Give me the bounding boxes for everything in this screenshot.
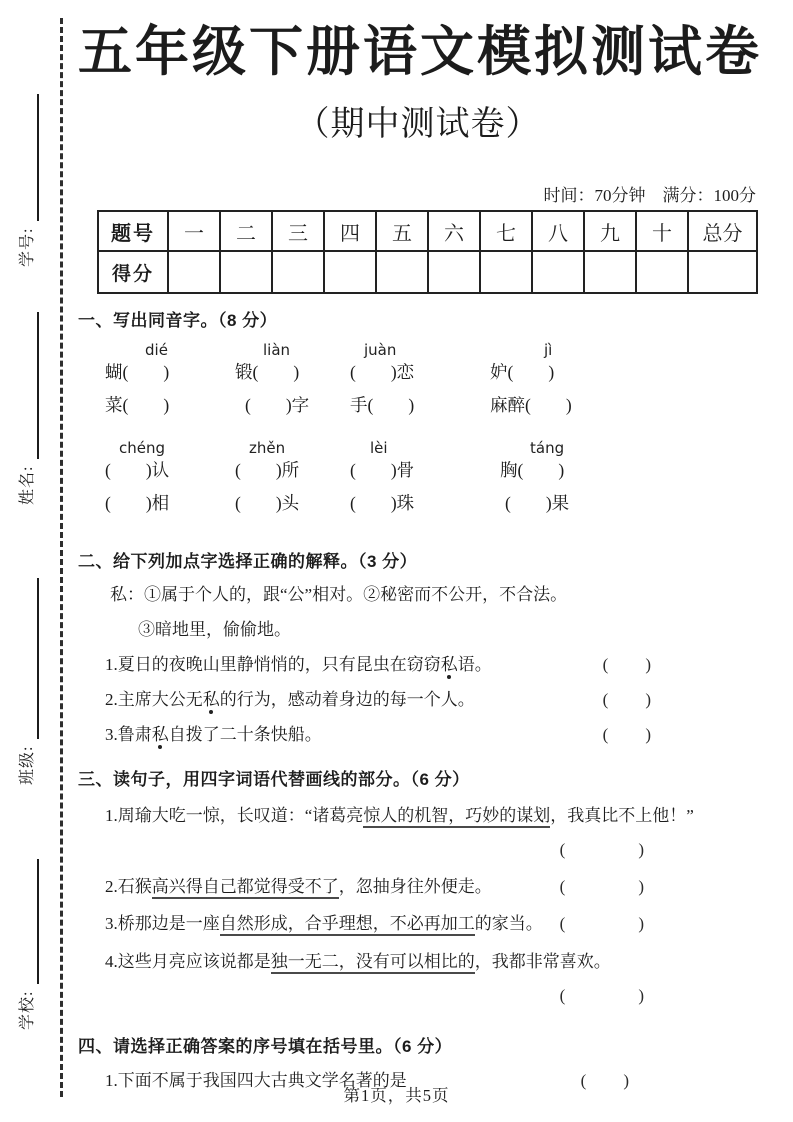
- sentence: [78, 803, 718, 829]
- homophone-row: [78, 361, 758, 384]
- answer-parens: ( ): [559, 840, 645, 860]
- homophone-blank: ( )所: [235, 460, 300, 481]
- homophone-blank: 麻醉( ): [490, 395, 572, 416]
- homophone-row: [78, 394, 758, 417]
- score-cell-empty: [428, 251, 480, 293]
- homophone-row: [78, 492, 758, 515]
- page-subtitle: （期中测试卷）: [295, 106, 541, 144]
- underlined-phrase: 独一无二，没有可以相比的: [271, 952, 475, 974]
- answer-parens: ( ): [580, 1071, 630, 1091]
- score-table-score-row: [98, 251, 757, 293]
- column-header: 五: [376, 211, 428, 251]
- sentence-pre: 3.桥那边是一座: [105, 914, 220, 934]
- answer-line: [78, 838, 645, 862]
- sentence-post: 语。: [457, 655, 492, 675]
- column-header: 九: [584, 211, 636, 251]
- section2-heading: 二、给下列加点字选择正确的解释。（3 分）: [78, 552, 418, 572]
- name-label: 姓名:: [19, 465, 36, 505]
- page-number: 第1页，共5页: [343, 1086, 450, 1105]
- pinyin: táng: [530, 439, 565, 458]
- score-table-header-row: [98, 211, 757, 251]
- student-id-label: 学号:: [19, 227, 36, 267]
- answer-parens: ( ): [559, 914, 645, 934]
- homophone-blank: ( )认: [105, 460, 170, 481]
- class-label: 班级:: [19, 745, 36, 785]
- question-row: [78, 912, 645, 936]
- score-table: [97, 210, 758, 294]
- answer-line: [78, 984, 645, 1008]
- column-header: 三: [272, 211, 324, 251]
- answer-parens: ( ): [559, 877, 645, 897]
- class-field: [14, 578, 37, 785]
- sentence-pre: 4.这些月亮应该说都是: [105, 952, 271, 972]
- pinyin: juàn: [364, 341, 397, 360]
- cut-line: [60, 18, 63, 1097]
- underlined-phrase: 惊人的机智，巧妙的谋划: [363, 806, 550, 828]
- column-header: 六: [428, 211, 480, 251]
- pinyin: liàn: [263, 341, 291, 360]
- sentence-pre: 1.夏日的夜晚山里静悄悄的，只有昆虫在窃窃: [105, 655, 441, 675]
- score-cell-empty: [168, 251, 220, 293]
- homophone-blank: ( )字: [245, 395, 310, 416]
- column-header: 一: [168, 211, 220, 251]
- name-blank-line: [35, 312, 39, 459]
- pinyin-row: [78, 331, 758, 360]
- homophone-blank: ( )果: [505, 493, 570, 514]
- sentence-post: ，我都非常喜欢。: [474, 952, 611, 972]
- page-title: 五年级下册语文模拟测试卷: [78, 22, 762, 82]
- homophone-row: [78, 459, 758, 482]
- school-field: [14, 859, 37, 1030]
- dotted-char: 私: [151, 725, 169, 745]
- question-row: [78, 653, 652, 677]
- content-column: [78, 0, 762, 1093]
- underlined-phrase: 高兴得自己都觉得受不了: [152, 877, 339, 899]
- answer-parens: ( ): [602, 690, 652, 710]
- question-row: [78, 688, 652, 712]
- column-header: 七: [480, 211, 532, 251]
- school-blank-line: [35, 859, 39, 984]
- homophone-blank: 胸( ): [500, 460, 565, 481]
- sentence: [78, 949, 718, 975]
- score-cell-empty: [272, 251, 324, 293]
- homophone-blank: ( )骨: [350, 460, 415, 481]
- section1-heading: 一、写出同音字。（8 分）: [78, 311, 278, 331]
- homophone-blank: 手( ): [350, 395, 415, 416]
- homophone-group-1: [78, 331, 758, 417]
- question-row: [78, 723, 652, 747]
- homophone-group-2: [78, 427, 758, 515]
- section4-heading: 四、请选择正确答案的序号填在括号里。（6 分）: [78, 1037, 453, 1057]
- column-header: 八: [532, 211, 584, 251]
- student-id-field: [14, 94, 37, 267]
- score-cell-empty: [376, 251, 428, 293]
- column-header: 四: [324, 211, 376, 251]
- student-id-blank-line: [35, 94, 39, 221]
- sentence-pre: 2.石猴: [105, 877, 152, 897]
- dotted-char: 私: [440, 655, 458, 675]
- definition-line-1: 私：①属于个人的，跟“公”相对。②秘密而不公开，不合法。: [110, 585, 568, 605]
- pinyin: dié: [145, 341, 168, 360]
- score-cell-empty: [688, 251, 757, 293]
- sentence: [105, 875, 492, 899]
- sentence-pre: 1.周瑜大吃一惊，长叹道：“诸葛亮: [105, 806, 364, 826]
- column-header: 十: [636, 211, 688, 251]
- score-label: 得分: [98, 251, 168, 293]
- school-label: 学校:: [19, 990, 36, 1030]
- name-field: [14, 312, 37, 505]
- column-header: 二: [220, 211, 272, 251]
- pinyin: jì: [544, 341, 553, 360]
- sentence: [105, 653, 492, 677]
- sentence: [105, 723, 322, 747]
- homophone-blank: 蝴( ): [105, 362, 170, 383]
- sentence-post: 自拨了二十条快船。: [168, 725, 322, 745]
- score-cell-empty: [480, 251, 532, 293]
- sentence: 1.下面不属于我国四大古典文学名著的是: [105, 1071, 407, 1091]
- sentence: [105, 688, 475, 712]
- sentence-post: ，我真比不上他！”: [550, 806, 694, 826]
- column-header: 总分: [688, 211, 757, 251]
- sentence-post: ，忽抽身往外便走。: [338, 877, 492, 897]
- homophone-blank: 锻( ): [235, 362, 300, 383]
- sentence: [105, 912, 543, 936]
- pinyin-row: [78, 427, 758, 458]
- answer-parens: ( ): [559, 986, 645, 1006]
- sentence-post: 的家当。: [474, 914, 543, 934]
- dotted-char: 私: [202, 690, 220, 710]
- margin-info-strip: [6, 0, 54, 1122]
- homophone-blank: ( )恋: [350, 362, 415, 383]
- question-number-label: 题号: [98, 211, 168, 251]
- score-cell-empty: [532, 251, 584, 293]
- homophone-blank: ( )珠: [350, 493, 415, 514]
- class-blank-line: [35, 578, 39, 739]
- underlined-phrase: 自然形成，合乎理想，不必再加工: [220, 914, 475, 936]
- sentence-pre: 2.主席大公无: [105, 690, 203, 710]
- pinyin: zhěn: [249, 439, 286, 458]
- score-cell-empty: [584, 251, 636, 293]
- sentence-post: 的行为，感动着身边的每一个人。: [219, 690, 475, 710]
- pinyin: lèi: [370, 439, 388, 458]
- sentence-pre: 3.鲁肃: [105, 725, 152, 745]
- score-cell-empty: [636, 251, 688, 293]
- definition-line-2: ③暗地里，偷偷地。: [138, 620, 291, 640]
- answer-parens: ( ): [602, 655, 652, 675]
- section3-heading: 三、读句子，用四字词语代替画线的部分。（6 分）: [78, 770, 470, 790]
- homophone-blank: 菜( ): [105, 395, 170, 416]
- homophone-blank: ( )头: [235, 493, 300, 514]
- exam-meta: 时间：70分钟 满分：100分: [543, 186, 756, 206]
- pinyin: chéng: [119, 439, 166, 458]
- answer-parens: ( ): [602, 725, 652, 745]
- score-cell-empty: [220, 251, 272, 293]
- homophone-blank: ( )相: [105, 493, 170, 514]
- question-row: [78, 875, 645, 899]
- score-cell-empty: [324, 251, 376, 293]
- homophone-blank: 妒( ): [490, 362, 555, 383]
